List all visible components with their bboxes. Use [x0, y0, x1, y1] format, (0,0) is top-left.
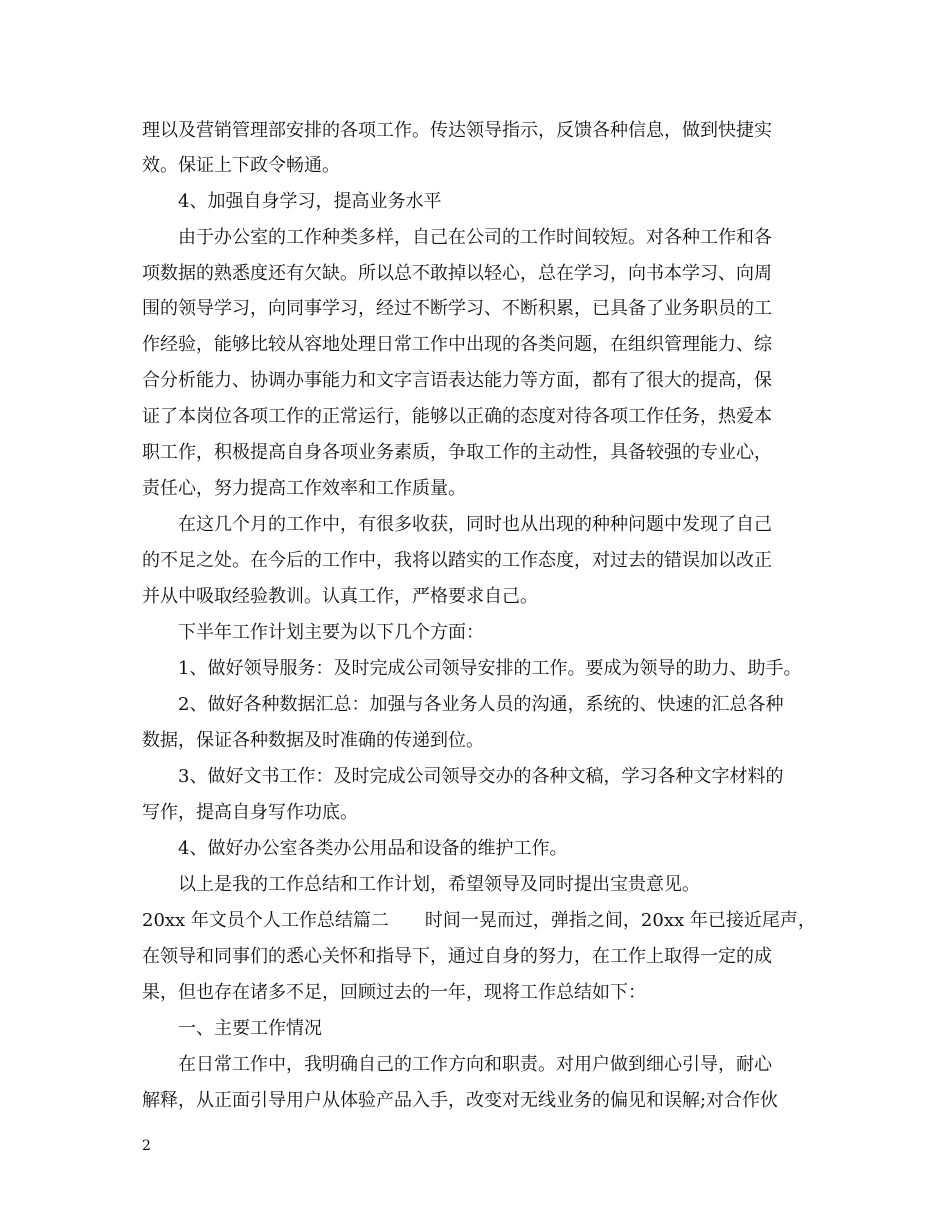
text-line: 1、做好领导服务：及时完成公司领导安排的工作。要成为领导的助力、助手。 [142, 658, 802, 679]
text-line: 果，但也存在诸多不足，回顾过去的一年，现将工作总结如下： [142, 982, 646, 1003]
text-line: 作经验，能够比较从容地处理日常工作中出现的各类问题，在组织管理能力、综 [142, 334, 772, 355]
text-line: 由于办公室的工作种类多样，自己在公司的工作时间较短。对各种工作和各 [142, 227, 772, 248]
text-line: 数据，保证各种数据及时准确的传递到位。 [142, 730, 484, 751]
text-line: 项数据的熟悉度还有欠缺。所以总不敢掉以轻心，总在学习，向书本学习、向周 [142, 263, 772, 284]
text-line: 证了本岗位各项工作的正常运行，能够以正确的态度对待各项工作任务，热爱本 [142, 406, 772, 427]
text-line: 职工作，积极提高自身各项业务素质，争取工作的主动性，具备较强的专业心， [142, 442, 772, 463]
text-line: 2、做好各种数据汇总：加强与各业务人员的沟通，系统的、快速的汇总各种 [142, 694, 784, 715]
text-line: 在这几个月的工作中，有很多收获，同时也从出现的种种问题中发现了自己 [142, 514, 772, 535]
text-line: 一、主要工作情况 [142, 1018, 322, 1039]
text-line: 责任心，努力提高工作效率和工作质量。 [142, 478, 466, 499]
text-line: 下半年工作计划主要为以下几个方面： [142, 622, 484, 643]
text-line: 写作，提高自身写作功底。 [142, 802, 358, 823]
page-number: 2 [142, 1138, 151, 1154]
text-line: 以上是我的工作总结和工作计划，希望领导及同时提出宝贵意见。 [142, 874, 700, 895]
text-line: 并从中吸取经验教训。认真工作，严格要求自己。 [142, 586, 538, 607]
text-line: 合分析能力、协调办事能力和文字言语表达能力等方面，都有了很大的提高，保 [142, 370, 772, 391]
text-line: 在日常工作中，我明确自己的工作方向和职责。对用户做到细心引导，耐心 [142, 1054, 772, 1075]
text-line: 理以及营销管理部安排的各项工作。传达领导指示，反馈各种信息，做到快捷实 [142, 120, 772, 141]
text-line: 效。保证上下政令畅通。 [142, 155, 340, 176]
text-line: 解释，从正面引导用户从体验产品入手，改变对无线业务的偏见和误解;对合作伙 [142, 1090, 779, 1111]
text-line: 4、加强自身学习，提高业务水平 [142, 191, 442, 212]
text-line: 4、做好办公室各类办公用品和设备的维护工作。 [142, 838, 568, 859]
text-line: 3、做好文书工作：及时完成公司领导交办的各种文稿，学习各种文字材料的 [142, 766, 784, 787]
text-line: 在领导和同事们的悉心关怀和指导下，通过自身的努力，在工作上取得一定的成 [142, 946, 772, 967]
text-line: 围的领导学习，向同事学习，经过不断学习、不断积累，已具备了业务职员的工 [142, 298, 772, 319]
text-line: 的不足之处。在今后的工作中，我将以踏实的工作态度，对过去的错误加以改正 [142, 550, 772, 571]
text-line: 20xx 年文员个人工作总结篇二 时间一晃而过，弹指之间，20xx 年已接近尾声， [142, 910, 816, 931]
